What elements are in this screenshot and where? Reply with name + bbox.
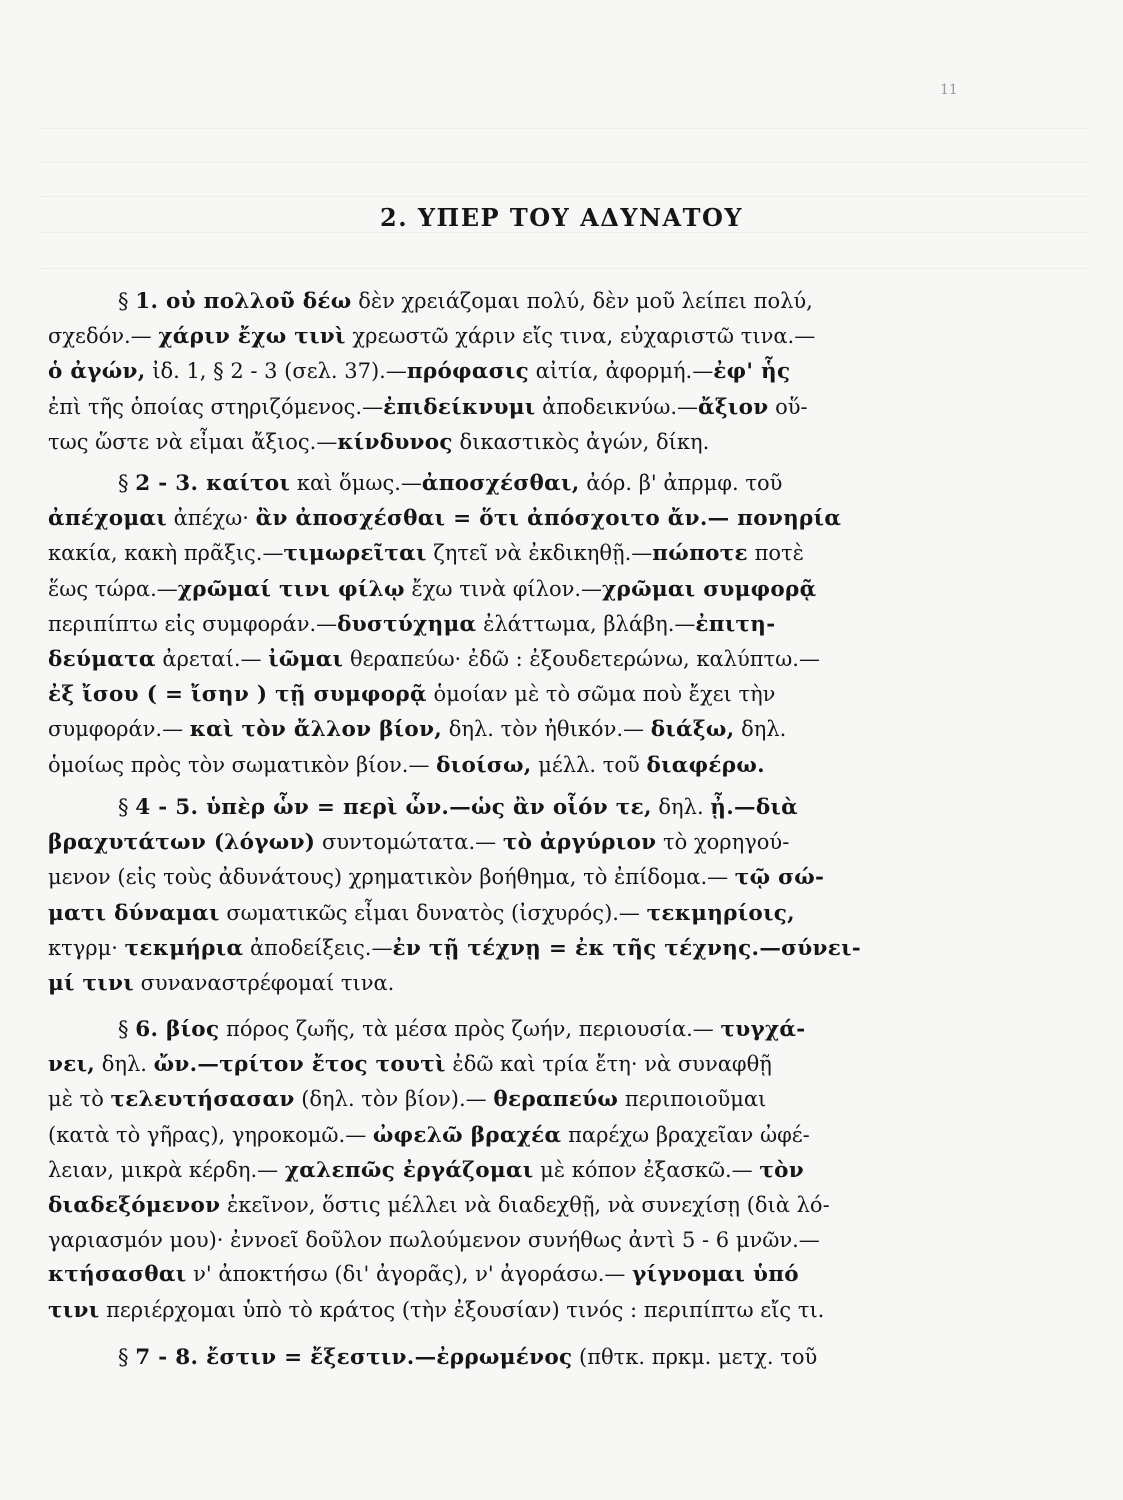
headword: χρῶμαι συμφορᾷ: [602, 576, 817, 602]
gloss: σωματικῶς εἶμαι δυνατὸς (ἰσχυρός).—: [219, 900, 647, 925]
text-line: [48, 931, 1048, 966]
text-line: [48, 896, 1048, 931]
headword: τυγχά-: [720, 1017, 806, 1042]
gloss: ἕως τώρα.—: [48, 576, 178, 601]
gloss: (πθτκ. πρκμ. μετχ. τοῦ: [572, 1345, 818, 1369]
text-line: [48, 425, 1048, 460]
text-line: [48, 1257, 1048, 1292]
headword: γίγνομαι ὑπό: [632, 1262, 799, 1288]
gloss: ν' ἀποκτήσω (δι' ἀγορᾶς), ν' ἀγοράσω.—: [186, 1262, 633, 1287]
gloss: ὁμοίως πρὸς τὸν σωματικὸν βίον.—: [48, 752, 437, 777]
text-line: [48, 748, 1048, 783]
gloss: §: [118, 1345, 136, 1369]
headword: ματι δύναμαι: [48, 900, 220, 926]
headword: ἐπιδείκνυμι: [383, 394, 536, 420]
gloss: ἔχω τινὰ φίλον.—: [404, 576, 603, 601]
paragraph-7-8: [48, 1340, 1048, 1375]
gloss: ἀποδεικνύω.—: [535, 394, 699, 419]
headword: διαδεξόμενον: [48, 1193, 221, 1219]
text-line: [48, 572, 1048, 607]
text-line: [48, 860, 1048, 895]
text-line: [48, 466, 1048, 501]
text-line: [48, 390, 1048, 425]
gloss: μενον (εἰς τοὺς ἀδυνάτους) χρηματικὸν βοήθημα, τὸ ἐπίδομα.—: [48, 865, 735, 890]
gloss: ἀπέχω·: [166, 506, 256, 531]
gloss: σχεδόν.—: [48, 324, 159, 349]
text-line: [48, 354, 1048, 389]
gloss: μὲ τὸ: [48, 1087, 111, 1112]
headword: τεκμηρίοις,: [646, 900, 795, 926]
bleed-through: [40, 232, 1090, 247]
headword: 2 - 3. καίτοι: [135, 471, 291, 496]
headword: τινι: [48, 1297, 100, 1323]
text-line: [48, 1223, 1048, 1257]
gloss: ἀποδείξεις.—: [243, 935, 393, 960]
headword: δεύματα: [48, 647, 156, 673]
gloss: δὲν χρειάζομαι πολύ, δὲν μοῦ λείπει πολύ,: [351, 289, 813, 313]
headword: μί τινι: [48, 971, 134, 997]
headword: θεραπεύω: [493, 1087, 619, 1113]
gloss: παρέχω βραχεῖαν ὠφέ-: [561, 1122, 810, 1147]
text-line: [48, 1047, 1048, 1082]
text-line: [48, 501, 1048, 536]
headword: κτήσασθαι: [48, 1262, 187, 1288]
text-line: [48, 825, 1048, 860]
bleed-through: [40, 128, 1090, 143]
gloss: αἰτία, ἀφορμή.—: [528, 359, 714, 384]
headword: διοίσω,: [436, 752, 532, 778]
headword: ἰῶμαι: [268, 647, 344, 673]
text-line: [48, 536, 1048, 571]
headword: τὸν: [759, 1157, 804, 1183]
headword: διαφέρω.: [646, 752, 765, 778]
gloss: ποτὲ: [747, 541, 804, 566]
gloss: §: [118, 289, 136, 313]
headword: διάξω,: [650, 717, 735, 743]
headword: καὶ τὸν ἄλλον βίον,: [189, 717, 443, 743]
text-line: [48, 712, 1048, 747]
headword: ἐξ ἴσου ( = ἴσην ) τῇ συμφορᾷ: [48, 682, 427, 708]
gloss: μὲ κόπον ἐξασκῶ.—: [533, 1157, 760, 1182]
headword: ἀποσχέσθαι,: [421, 471, 580, 496]
bleed-through: [40, 268, 1090, 283]
gloss: χρεωστῶ χάριν εἴς τινα, εὐχαριστῶ τινα.—: [345, 324, 816, 349]
gloss: §: [118, 471, 136, 495]
gloss: (δηλ. τὸν βίον).—: [294, 1087, 494, 1112]
paragraph-2-3: [48, 466, 1048, 783]
gloss: περιποιοῦμαι: [618, 1087, 767, 1112]
headword: 6. βίος: [135, 1017, 220, 1042]
text-line: [48, 966, 1048, 1001]
gloss: τὸ χορηγού-: [656, 830, 790, 855]
gloss: ζητεῖ νὰ ἐκδικηθῇ.—: [426, 541, 653, 566]
headword: χάριν ἔχω τινὶ: [158, 324, 346, 350]
paragraph-6: [48, 1012, 1048, 1328]
headword: δυστύχημα: [337, 611, 477, 637]
section-title: 2. ΥΠΕΡ ΤΟΥ ΑΔΥΝΑΤΟΥ: [380, 203, 743, 232]
headword: ἄξιον: [698, 394, 769, 420]
paragraph-1: [48, 284, 1048, 460]
text-line: [48, 1012, 1048, 1047]
gloss: ἐπὶ τῆς ὁποίας στηριζόμενος.—: [48, 394, 384, 419]
gloss: δικαστικὸς ἀγών, δίκη.: [452, 429, 710, 454]
gloss: λειαν, μικρὰ κέρδη.—: [48, 1157, 285, 1182]
gloss: (κατὰ τὸ γῆρας), γηροκομῶ.—: [48, 1122, 373, 1147]
headword: ὤν.—τρίτον ἔτος τουτὶ: [153, 1052, 446, 1078]
gloss: ἐδῶ καὶ τρία ἔτη· νὰ συναφθῇ: [445, 1052, 772, 1077]
headword: ᾖ.—διὰ: [710, 795, 799, 820]
gloss: §: [118, 795, 136, 819]
headword: ἐν τῇ τέχνῃ = ἐκ τῆς τέχνης.—σύνει-: [392, 935, 861, 961]
gloss: ἰδ. 1, § 2 - 3 (σελ. 37).—: [145, 359, 407, 384]
paragraph-4-5: [48, 790, 1048, 1001]
headword: βραχυτάτων (λόγων): [48, 830, 316, 856]
gloss: συντομώτατα.—: [315, 830, 503, 855]
gloss: §: [118, 1017, 136, 1041]
gloss: ὁμοίαν μὲ τὸ σῶμα ποὺ ἔχει τὴν: [426, 682, 776, 707]
text-line: [48, 1082, 1048, 1117]
gloss: γαριασμόν μου)· ἐννοεῖ δοῦλον πωλούμενον συνήθως ἀντὶ 5 - 6 μνῶν.—: [48, 1228, 820, 1253]
headword: χρῶμαί τινι φίλῳ: [177, 576, 405, 602]
gloss: μέλλ. τοῦ: [531, 752, 647, 777]
gloss: δηλ.: [651, 795, 711, 819]
headword: ἀπέχομαι: [48, 506, 167, 532]
headword: 7 - 8. ἔστιν = ἔξεστιν.—ἐρρωμένος: [135, 1345, 573, 1370]
gloss: περιπίπτω εἰς συμφοράν.—: [48, 611, 338, 636]
headword: ἂν ἀποσχέσθαι = ὅτι ἀπόσχοιτο ἄν.— πονηρία: [255, 506, 842, 532]
text-line: [48, 1293, 1048, 1328]
gloss: δηλ. τὸν ἠθικόν.—: [442, 717, 651, 742]
gloss: ἀόρ. β' ἀπρμφ. τοῦ: [579, 471, 783, 495]
gloss: ἀρεταί.—: [155, 647, 269, 672]
gloss: συμφοράν.—: [48, 717, 190, 742]
gloss: ἐκεῖνον, ὅστις μέλλει νὰ διαδεχθῇ, νὰ συνεχίσῃ (διὰ λό-: [220, 1193, 830, 1218]
gloss: περιέρχομαι ὑπὸ τὸ κράτος (τὴν ἐξουσίαν) τινός : περιπίπτω εἴς τι.: [99, 1297, 825, 1322]
gloss: πόρος ζωῆς, τὰ μέσα πρὸς ζωήν, περιουσία.—: [219, 1017, 721, 1041]
text-line: [48, 677, 1048, 712]
text-line: [48, 319, 1048, 354]
text-line: [48, 1153, 1048, 1188]
gloss: δηλ.: [95, 1052, 154, 1077]
gloss: θεραπεύω· ἐδῶ : ἐξουδετερώνω, καλύπτω.—: [343, 647, 820, 672]
headword: πρόφασις: [406, 359, 529, 385]
headword: νει,: [48, 1052, 96, 1078]
headword: τελευτήσασαν: [110, 1087, 295, 1113]
page-number: 11: [940, 82, 958, 98]
gloss: ἐλάττωμα, βλάβη.—: [476, 611, 696, 636]
headword: τιμωρεῖται: [283, 541, 427, 567]
headword: ὁ ἀγών,: [48, 359, 146, 385]
gloss: κακία, κακὴ πρᾶξις.—: [48, 541, 284, 566]
text-line: [48, 284, 1048, 319]
text-line: [48, 790, 1048, 825]
text-line: [48, 642, 1048, 677]
headword: κίνδυνος: [337, 429, 453, 455]
headword: χαλεπῶς ἐργάζομαι: [284, 1157, 534, 1183]
headword: τεκμήρια: [124, 935, 244, 961]
headword: τῷ σώ-: [734, 865, 825, 891]
headword: ὠφελῶ βραχέα: [372, 1122, 562, 1148]
headword: πώποτε: [652, 541, 748, 567]
headword: 4 - 5. ὑπὲρ ὧν = περὶ ὧν.—ὡς ἂν οἷόν τε,: [135, 795, 652, 820]
headword: ἐφ' ἧς: [713, 359, 791, 385]
gloss: δηλ.: [734, 717, 787, 742]
text-line: [48, 1188, 1048, 1223]
headword: ἐπιτη-: [695, 611, 776, 637]
text-line: [48, 607, 1048, 642]
gloss: συναναστρέφομαί τινα.: [133, 971, 395, 996]
gloss: οὕ-: [768, 394, 808, 419]
gloss: καὶ ὅμως.—: [290, 471, 422, 495]
text-line: [48, 1118, 1048, 1153]
gloss: τως ὥστε νὰ εἶμαι ἄξιος.—: [48, 429, 338, 454]
gloss: κτγρμ·: [48, 935, 125, 960]
text-line: [48, 1340, 1048, 1375]
bleed-through: [40, 162, 1090, 177]
headword: τὸ ἀργύριον: [502, 830, 657, 856]
headword: 1. οὐ πολλοῦ δέω: [135, 289, 352, 314]
